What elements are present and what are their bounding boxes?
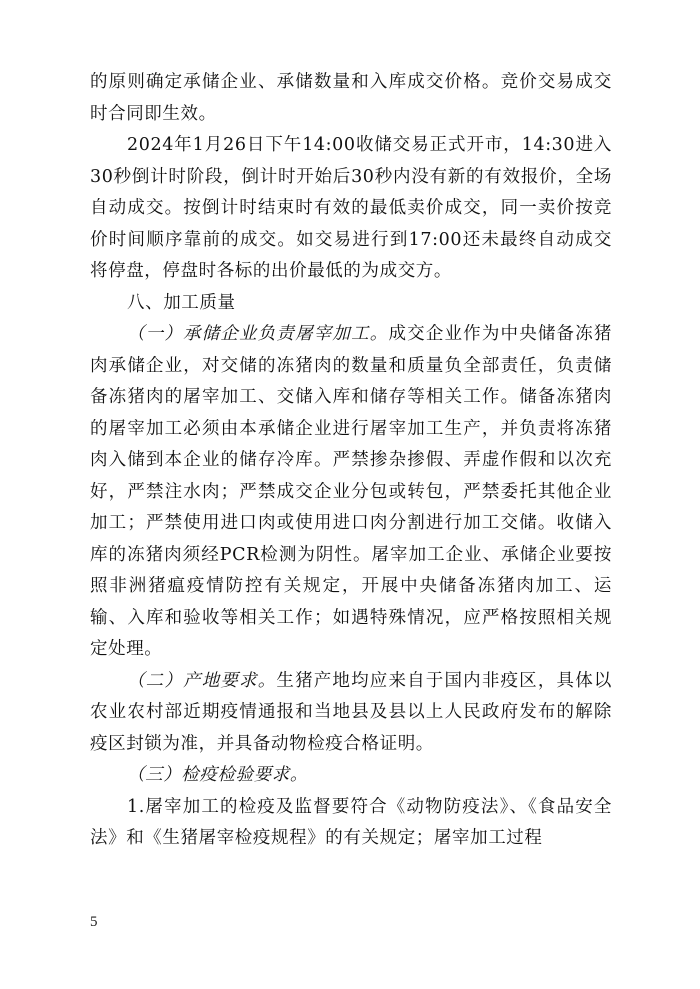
paragraph-slaughter-processing — [90, 319, 612, 666]
subheading-slaughter-processing: （一）承储企业负责屠宰加工。 — [127, 324, 389, 344]
subheading-origin-requirements: （二）产地要求。 — [127, 670, 277, 691]
paragraph-trading-schedule: 2024年1月26日下午14:00收储交易正式开市，14:30进入30秒倒计时阶段，倒计时开始后30秒内没有新的有效报价，全场自动成交。按倒计时结束时有效的最低卖价成交，同一卖价按竞价时间顺序靠前的成交。如交易进行到17:00还未最终自动成交将停盘，停盘时各标的出价最低的为成交方。 — [90, 135, 612, 281]
page-body — [90, 67, 612, 855]
paragraph-inspection-item-1: 1.屠宰加工的检疫及监督要符合《动物防疫法》、《食品安全法》和《生猪屠宰检疫规程》的有关规定；屠宰加工过程 — [90, 796, 612, 848]
paragraph-inspection-requirements — [90, 760, 612, 792]
paragraph-origin-requirements-text: 生猪产地均应来自于国内非疫区，具体以农业农村部近期疫情通报和当地县及县以上人民政府发布的解除疫区封锁为准，并具备动物检疫合格证明。 — [90, 670, 612, 754]
paragraph-origin-requirements — [90, 666, 612, 761]
paragraph-continuation: 的原则确定承储企业、承储数量和入库成交价格。竞价交易成交时合同即生效。 — [90, 72, 612, 124]
section-heading-processing-quality: 八、加工质量 — [127, 292, 236, 313]
paragraph-slaughter-processing-text: 成交企业作为中央储备冻猪肉承储企业，对交储的冻猪肉的数量和质量负全部责任，负责储备冻猪肉的屠宰加工、交储入库和储存等相关工作。储备冻猪肉的屠宰加工必须由本承储企业进行屠宰加工生产，并负责将冻猪肉入储到本企业的储存冷库。严禁掺杂掺假、弄虚作假和以次充好，严禁注水肉；严禁成交企业分包或转包，严禁委托其他企业加工；严禁使用进口肉或使用进口肉分割进行加工交储。收储入库的冻猪肉须经PCR检测为阴性。屠宰加工企业、承储企业要按照非洲猪瘟疫情防控有关规定，开展中央储备冻猪肉加工、运输、入库和验收等相关工作；如遇特殊情况，应严格按照相关规定处理。 — [90, 324, 612, 659]
page-number: 5 — [90, 914, 98, 930]
subheading-inspection-requirements: （三）检疫检验要求。 — [127, 765, 308, 785]
